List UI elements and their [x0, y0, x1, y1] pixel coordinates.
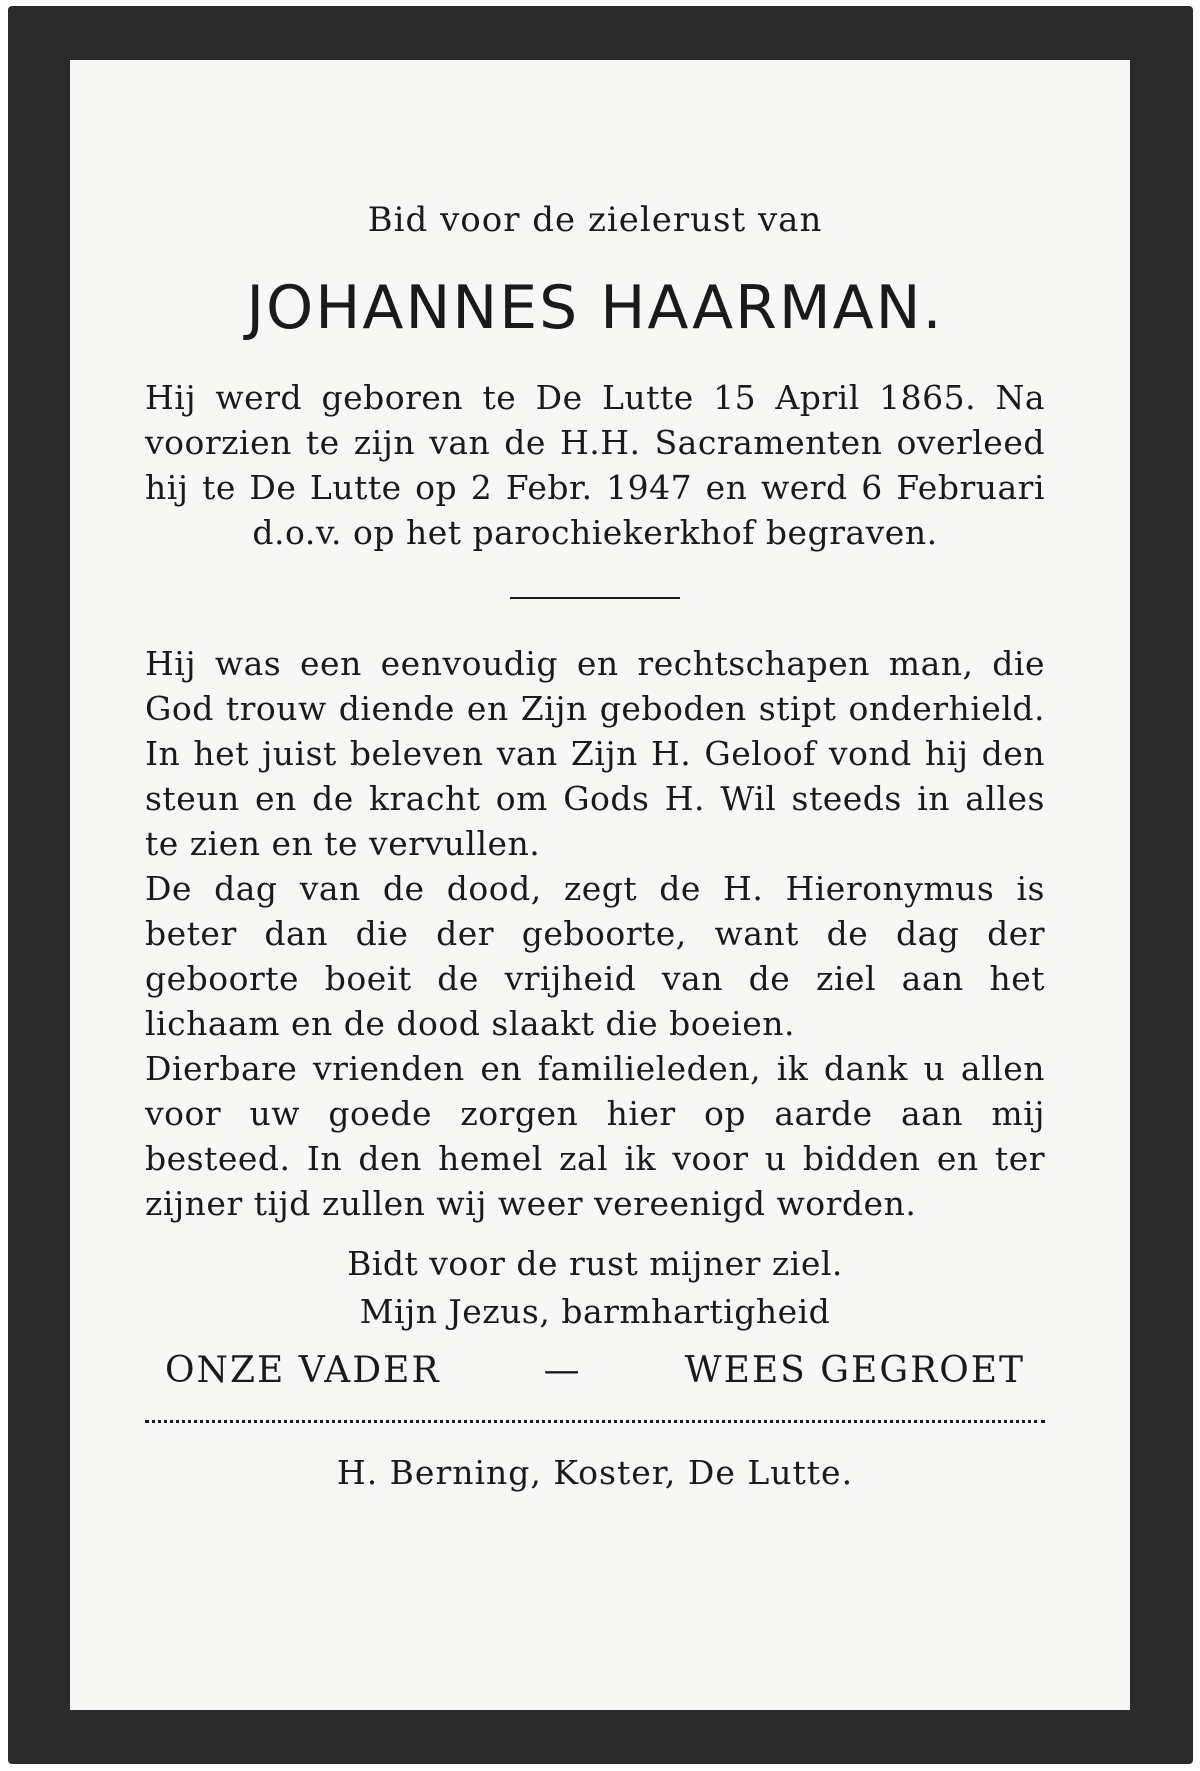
closing-line-1: Bidt voor de rust mijner ziel.: [347, 1243, 843, 1283]
prayer-line: [145, 1346, 1045, 1396]
farewell-paragraph: Dierbare vrienden en familieleden, ik dank u allen voor uw goede zorgen hier op aarde aan mij besteed. In den hemel zal ik voor u bidden en ter zijner tijd zullen wij weer vereenigd worden.: [145, 1048, 1045, 1223]
heading: Bid voor de zielerust van: [367, 200, 823, 240]
card-content: [145, 200, 1045, 1492]
dotted-divider: [145, 1420, 1045, 1423]
deceased-name: JOHANNES HAARMAN.: [246, 272, 944, 343]
closing-line-2: Mijn Jezus, barmhartigheid: [359, 1291, 831, 1331]
prayer-dash: —: [543, 1349, 582, 1391]
quote-paragraph: De dag van de dood, zegt de H. Hieronymus is beter dan die der geboorte, want de dag der geboorte boeit de vrijheid van de ziel aan het lichaam en de dood slaakt die boeien.: [145, 868, 1045, 1043]
printer-credit: H. Berning, Koster, De Lutte.: [336, 1452, 854, 1492]
biography-paragraph: Hij werd geboren te De Lutte 15 April 1865. Na voorzien te zijn van de H.H. Sacramenten overleed hij te De Lutte op 2 Febr. 1947 en werd 6 Februari d.o.v. op het parochiekerkhof begraven.: [145, 377, 1045, 552]
tribute-paragraph: Hij was een eenvoudig en rechtschapen man, die God trouw diende en Zijn geboden stipt onderhield. In het juist beleven van Zijn H. Geloof vond hij den steun en de kracht om Gods H. Wil steeds in alles te zien en te vervullen.: [145, 643, 1045, 863]
divider-rule: [510, 597, 680, 599]
prayer-wees-gegroet: WEES GEGROET: [684, 1349, 1025, 1391]
prayer-onze-vader: ONZE VADER: [165, 1349, 441, 1391]
